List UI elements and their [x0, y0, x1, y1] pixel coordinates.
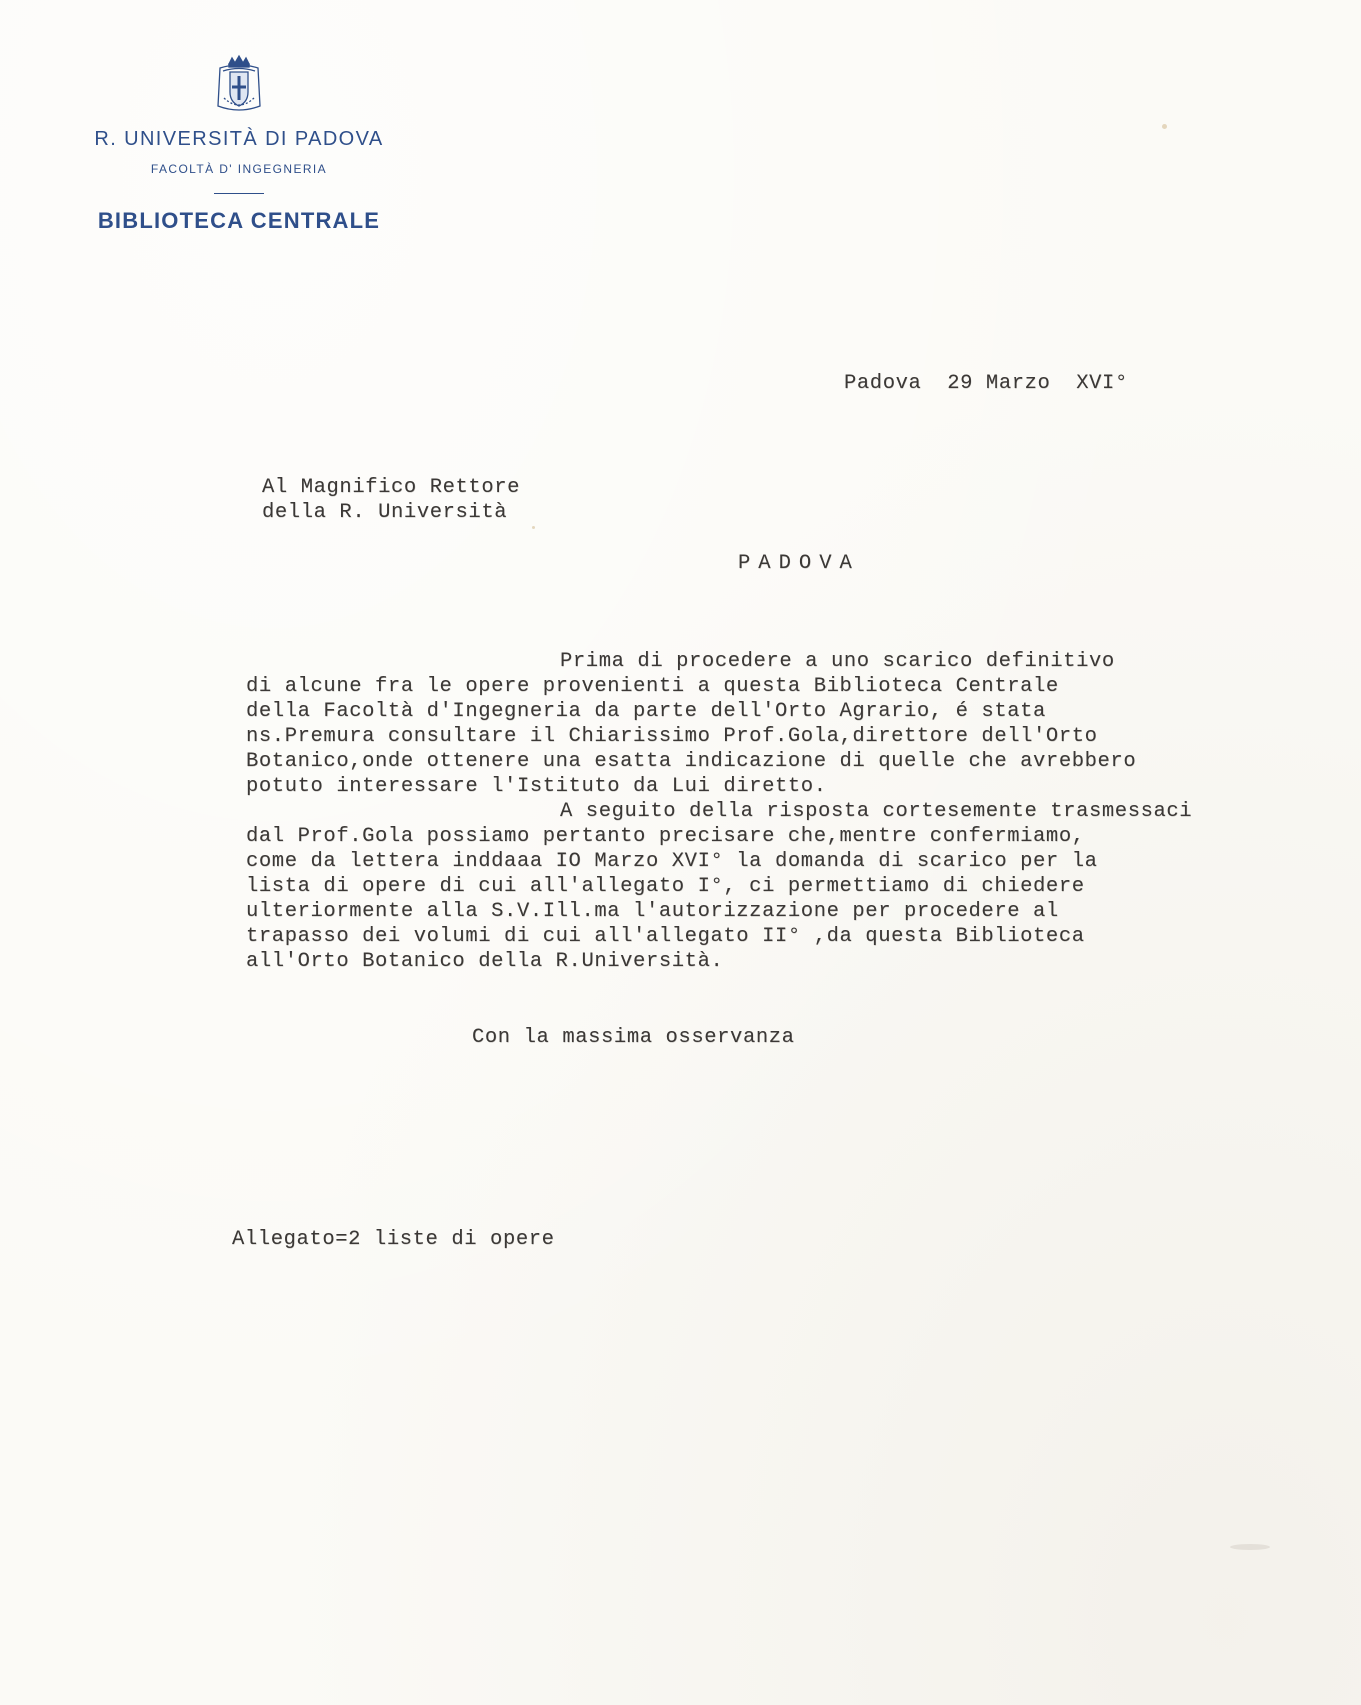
body-line: ns.Premura consultare il Chiarissimo Prof.Gola,direttore dell'Orto — [246, 725, 1098, 748]
paper-speck — [1162, 124, 1167, 129]
body-line: lista di opere di cui all'allegato I°, ci permettiamo di chiedere — [246, 875, 1085, 898]
body-line: della Facoltà d'Ingegneria da parte dell'Orto Agrario, é stata — [246, 700, 1046, 723]
letterhead-university: R. UNIVERSITÀ DI PADOVA — [94, 128, 384, 150]
paper-smudge — [1230, 1544, 1270, 1550]
recipient-city: PADOVA — [738, 552, 860, 575]
body-line: di alcune fra le opere provenienti a questa Biblioteca Centrale — [246, 675, 1059, 698]
closing-line: Con la massima osservanza — [472, 1026, 795, 1049]
letterhead-library: BIBLIOTECA CENTRALE — [97, 208, 381, 233]
date-line: Padova 29 Marzo XVI° — [844, 372, 1128, 395]
body-line: trapasso dei volumi di cui all'allegato II° ,da questa Biblioteca — [246, 925, 1085, 948]
paper-speck — [532, 526, 535, 529]
letterhead-divider — [214, 193, 264, 194]
body-line: ulteriormente alla S.V.Ill.ma l'autorizzazione per procedere al — [246, 900, 1059, 923]
body-line: all'Orto Botanico della R.Università. — [246, 950, 724, 973]
royal-crest-icon — [214, 54, 264, 116]
recipient-line-1: Al Magnifico Rettore — [262, 476, 521, 499]
body-line: come da lettera inddaaa IO Marzo XVI° la domanda di scarico per la — [246, 850, 1098, 873]
recipient-line-2: della R. Università — [262, 501, 508, 524]
body-line: A seguito della risposta cortesemente trasmessaci — [560, 800, 1193, 823]
attachment-note: Allegato=2 liste di opere — [232, 1228, 555, 1251]
body-line: Botanico,onde ottenere una esatta indicazione di quelle che avrebbero — [246, 750, 1137, 773]
body-line: Prima di procedere a uno scarico definitivo — [560, 650, 1115, 673]
body-line: potuto interessare l'Istituto da Lui diretto. — [246, 775, 827, 798]
letterhead-faculty: FACOLTÀ D' INGEGNERIA — [150, 162, 328, 176]
body-line: dal Prof.Gola possiamo pertanto precisare che,mentre confermiamo, — [246, 825, 1085, 848]
